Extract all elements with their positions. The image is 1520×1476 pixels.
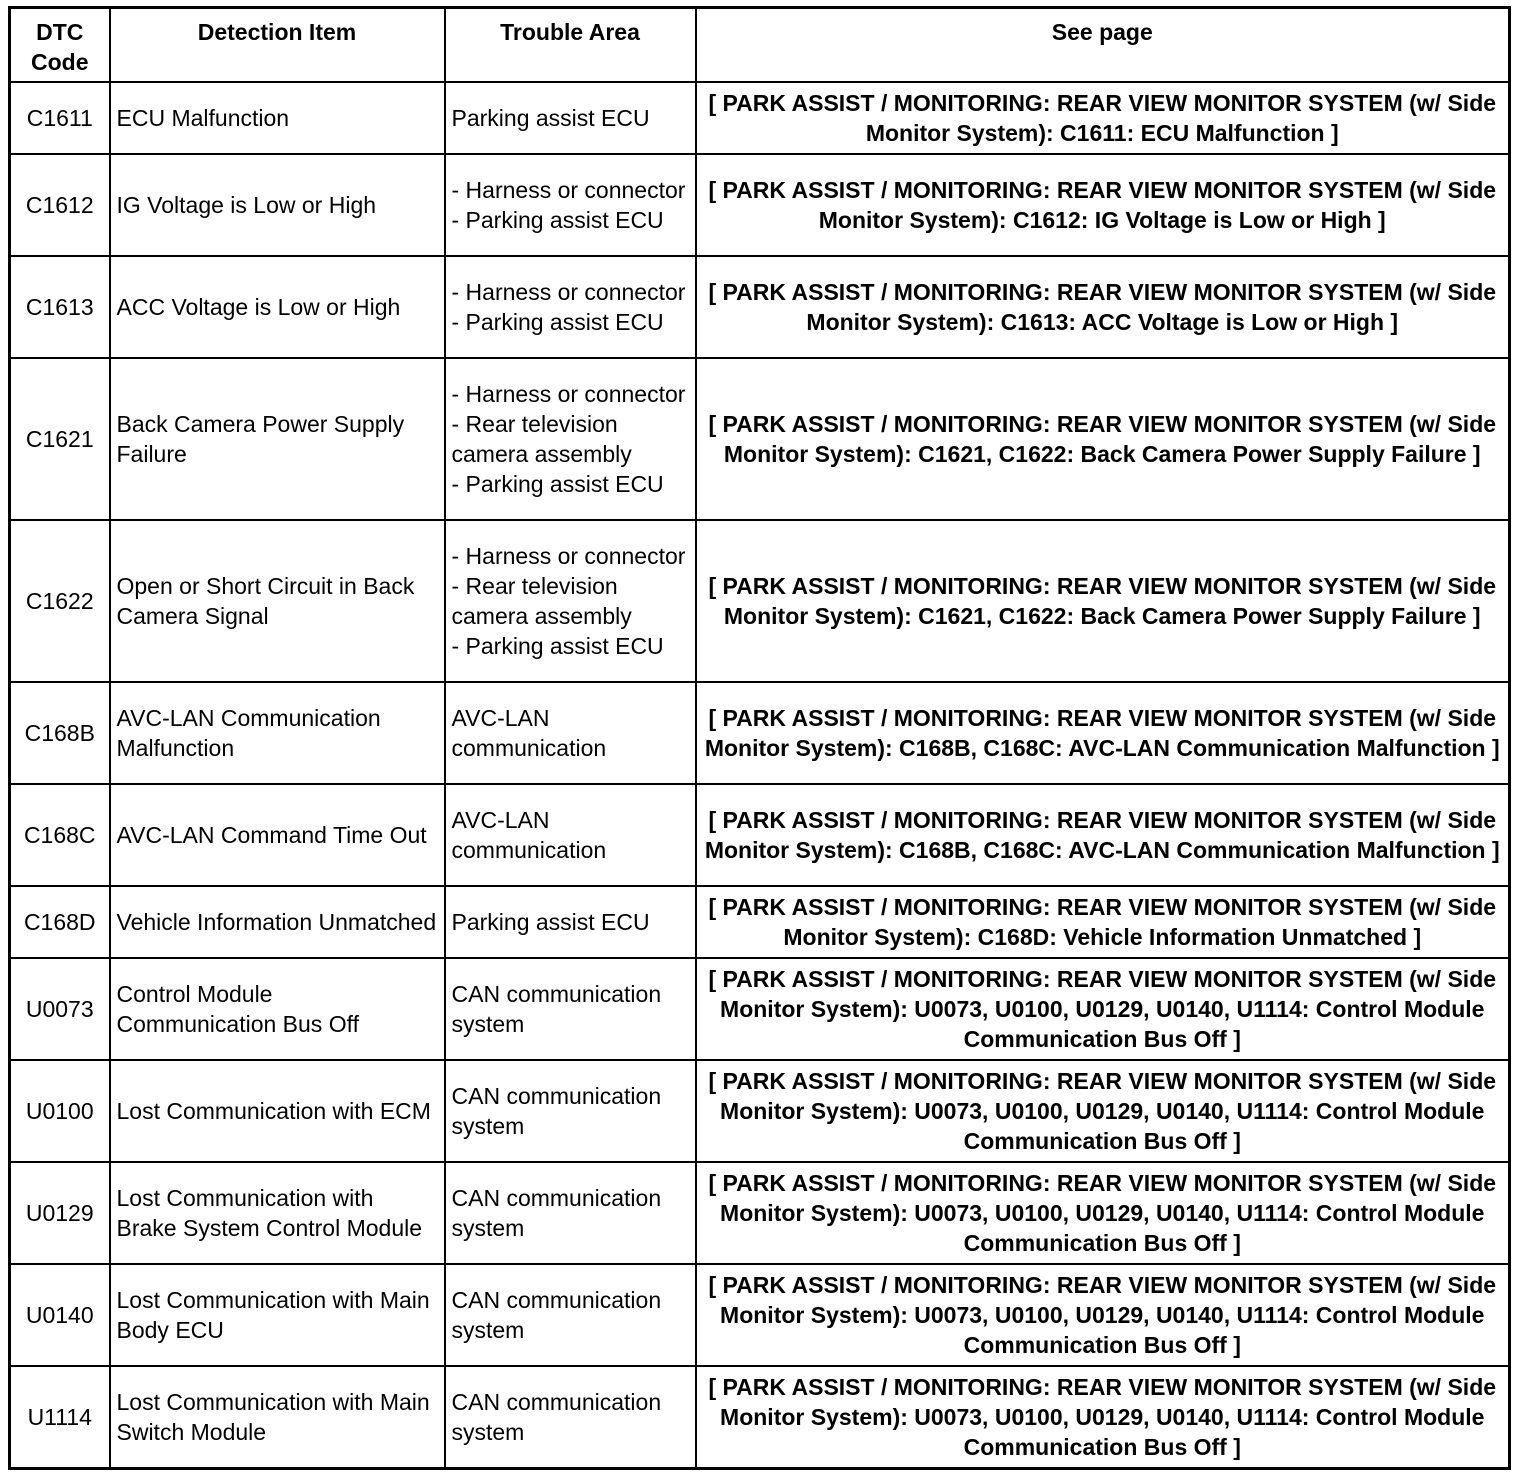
table-row <box>10 1162 1510 1264</box>
dtc-code-cell: C1622 <box>10 520 110 682</box>
dtc-code-cell: C1611 <box>10 82 110 154</box>
table-row <box>10 256 1510 358</box>
header-trouble-area: Trouble Area <box>445 8 696 83</box>
trouble-area-line: - Parking assist ECU <box>451 207 664 233</box>
detection-item-cell: Lost Communication with Brake System Control Module <box>110 1162 445 1264</box>
trouble-area-cell <box>445 886 696 958</box>
dtc-code-cell: U0129 <box>10 1162 110 1264</box>
dtc-code-cell: C168B <box>10 682 110 784</box>
trouble-area-line: AVC-LAN communication <box>451 807 607 863</box>
dtc-table <box>8 6 1511 1470</box>
table-row <box>10 82 1510 154</box>
detection-item-cell: Lost Communication with Main Body ECU <box>110 1264 445 1366</box>
trouble-area-cell <box>445 358 696 520</box>
detection-item-cell: Lost Communication with Main Switch Module <box>110 1366 445 1468</box>
see-page-link[interactable]: [ PARK ASSIST / MONITORING: REAR VIEW MONITOR SYSTEM (w/ Side Monitor System): C168B, C168C: AVC-LAN Communication Malfunction ] <box>696 682 1510 784</box>
trouble-area-cell <box>445 1366 696 1468</box>
trouble-area-cell <box>445 958 696 1060</box>
see-page-link[interactable]: [ PARK ASSIST / MONITORING: REAR VIEW MONITOR SYSTEM (w/ Side Monitor System): U0073, U0100, U0129, U0140, U1114: Control Module Communication Bus Off ] <box>696 958 1510 1060</box>
see-page-link[interactable]: [ PARK ASSIST / MONITORING: REAR VIEW MONITOR SYSTEM (w/ Side Monitor System): U0073, U0100, U0129, U0140, U1114: Control Module Communication Bus Off ] <box>696 1264 1510 1366</box>
see-page-link[interactable]: [ PARK ASSIST / MONITORING: REAR VIEW MONITOR SYSTEM (w/ Side Monitor System): U0073, U0100, U0129, U0140, U1114: Control Module Communication Bus Off ] <box>696 1162 1510 1264</box>
dtc-code-cell: U0073 <box>10 958 110 1060</box>
header-row <box>10 8 1510 83</box>
trouble-area-line: - Parking assist ECU <box>451 309 664 335</box>
detection-item-cell: Back Camera Power Supply Failure <box>110 358 445 520</box>
dtc-code-cell: C168C <box>10 784 110 886</box>
table-body <box>10 82 1510 1468</box>
table-row <box>10 958 1510 1060</box>
table-row <box>10 886 1510 958</box>
dtc-code-cell: U1114 <box>10 1366 110 1468</box>
see-page-link[interactable]: [ PARK ASSIST / MONITORING: REAR VIEW MONITOR SYSTEM (w/ Side Monitor System): U0073, U0100, U0129, U0140, U1114: Control Module Communication Bus Off ] <box>696 1366 1510 1468</box>
table-row <box>10 358 1510 520</box>
trouble-area-cell <box>445 682 696 784</box>
see-page-link[interactable]: [ PARK ASSIST / MONITORING: REAR VIEW MONITOR SYSTEM (w/ Side Monitor System): C1621, C1622: Back Camera Power Supply Failure ] <box>696 520 1510 682</box>
trouble-area-line: Parking assist ECU <box>451 105 650 131</box>
trouble-area-line: - Harness or connector <box>451 177 686 203</box>
dtc-code-cell: C1621 <box>10 358 110 520</box>
trouble-area-cell <box>445 784 696 886</box>
dtc-code-cell: C1613 <box>10 256 110 358</box>
see-page-link[interactable]: [ PARK ASSIST / MONITORING: REAR VIEW MONITOR SYSTEM (w/ Side Monitor System): C1613: ACC Voltage is Low or High ] <box>696 256 1510 358</box>
trouble-area-cell <box>445 520 696 682</box>
detection-item-cell: AVC-LAN Communication Malfunction <box>110 682 445 784</box>
trouble-area-cell <box>445 154 696 256</box>
trouble-area-line: AVC-LAN communication <box>451 705 607 761</box>
trouble-area-line: CAN communication system <box>451 981 662 1037</box>
detection-item-cell: IG Voltage is Low or High <box>110 154 445 256</box>
trouble-area-line: - Harness or connector <box>451 543 686 569</box>
header-see-page: See page <box>696 8 1510 83</box>
see-page-link[interactable]: [ PARK ASSIST / MONITORING: REAR VIEW MONITOR SYSTEM (w/ Side Monitor System): C168D: Vehicle Information Unmatched ] <box>696 886 1510 958</box>
trouble-area-line: CAN communication system <box>451 1083 662 1139</box>
trouble-area-cell <box>445 256 696 358</box>
dtc-code-cell: U0140 <box>10 1264 110 1366</box>
detection-item-cell: ACC Voltage is Low or High <box>110 256 445 358</box>
detection-item-cell: Vehicle Information Unmatched <box>110 886 445 958</box>
trouble-area-line: - Rear television camera assembly <box>451 411 632 467</box>
table-row <box>10 1060 1510 1162</box>
detection-item-cell: AVC-LAN Command Time Out <box>110 784 445 886</box>
trouble-area-line: - Rear television camera assembly <box>451 573 632 629</box>
header-dtc-code: DTC Code <box>10 8 110 83</box>
trouble-area-cell <box>445 82 696 154</box>
trouble-area-line: CAN communication system <box>451 1388 662 1445</box>
dtc-code-cell: U0100 <box>10 1060 110 1162</box>
detection-item-cell: ECU Malfunction <box>110 82 445 154</box>
dtc-code-cell: C168D <box>10 886 110 958</box>
see-page-link[interactable]: [ PARK ASSIST / MONITORING: REAR VIEW MONITOR SYSTEM (w/ Side Monitor System): C168B, C168C: AVC-LAN Communication Malfunction ] <box>696 784 1510 886</box>
table-row <box>10 784 1510 886</box>
dtc-code-cell: C1612 <box>10 154 110 256</box>
trouble-area-line: - Harness or connector <box>451 279 686 305</box>
see-page-link[interactable]: [ PARK ASSIST / MONITORING: REAR VIEW MONITOR SYSTEM (w/ Side Monitor System): C1621, C1622: Back Camera Power Supply Failure ] <box>696 358 1510 520</box>
see-page-link[interactable]: [ PARK ASSIST / MONITORING: REAR VIEW MONITOR SYSTEM (w/ Side Monitor System): C1612: IG Voltage is Low or High ] <box>696 154 1510 256</box>
table-row <box>10 520 1510 682</box>
table-row <box>10 1366 1510 1468</box>
trouble-area-cell <box>445 1264 696 1366</box>
see-page-link[interactable]: [ PARK ASSIST / MONITORING: REAR VIEW MONITOR SYSTEM (w/ Side Monitor System): C1611: ECU Malfunction ] <box>696 82 1510 154</box>
trouble-area-line: Parking assist ECU <box>451 909 650 935</box>
trouble-area-cell <box>445 1162 696 1264</box>
trouble-area-line: - Harness or connector <box>451 381 686 407</box>
trouble-area-line: - Parking assist ECU <box>451 471 664 497</box>
detection-item-cell: Open or Short Circuit in Back Camera Signal <box>110 520 445 682</box>
table-row <box>10 682 1510 784</box>
see-page-link[interactable]: [ PARK ASSIST / MONITORING: REAR VIEW MONITOR SYSTEM (w/ Side Monitor System): U0073, U0100, U0129, U0140, U1114: Control Module Communication Bus Off ] <box>696 1060 1510 1162</box>
detection-item-cell: Lost Communication with ECM <box>110 1060 445 1162</box>
header-detection-item: Detection Item <box>110 8 445 83</box>
trouble-area-cell <box>445 1060 696 1162</box>
table-row <box>10 1264 1510 1366</box>
trouble-area-line: CAN communication system <box>451 1185 662 1241</box>
detection-item-cell: Control Module Communication Bus Off <box>110 958 445 1060</box>
table-row <box>10 154 1510 256</box>
trouble-area-line: CAN communication system <box>451 1287 662 1343</box>
trouble-area-line: - Parking assist ECU <box>451 633 664 659</box>
